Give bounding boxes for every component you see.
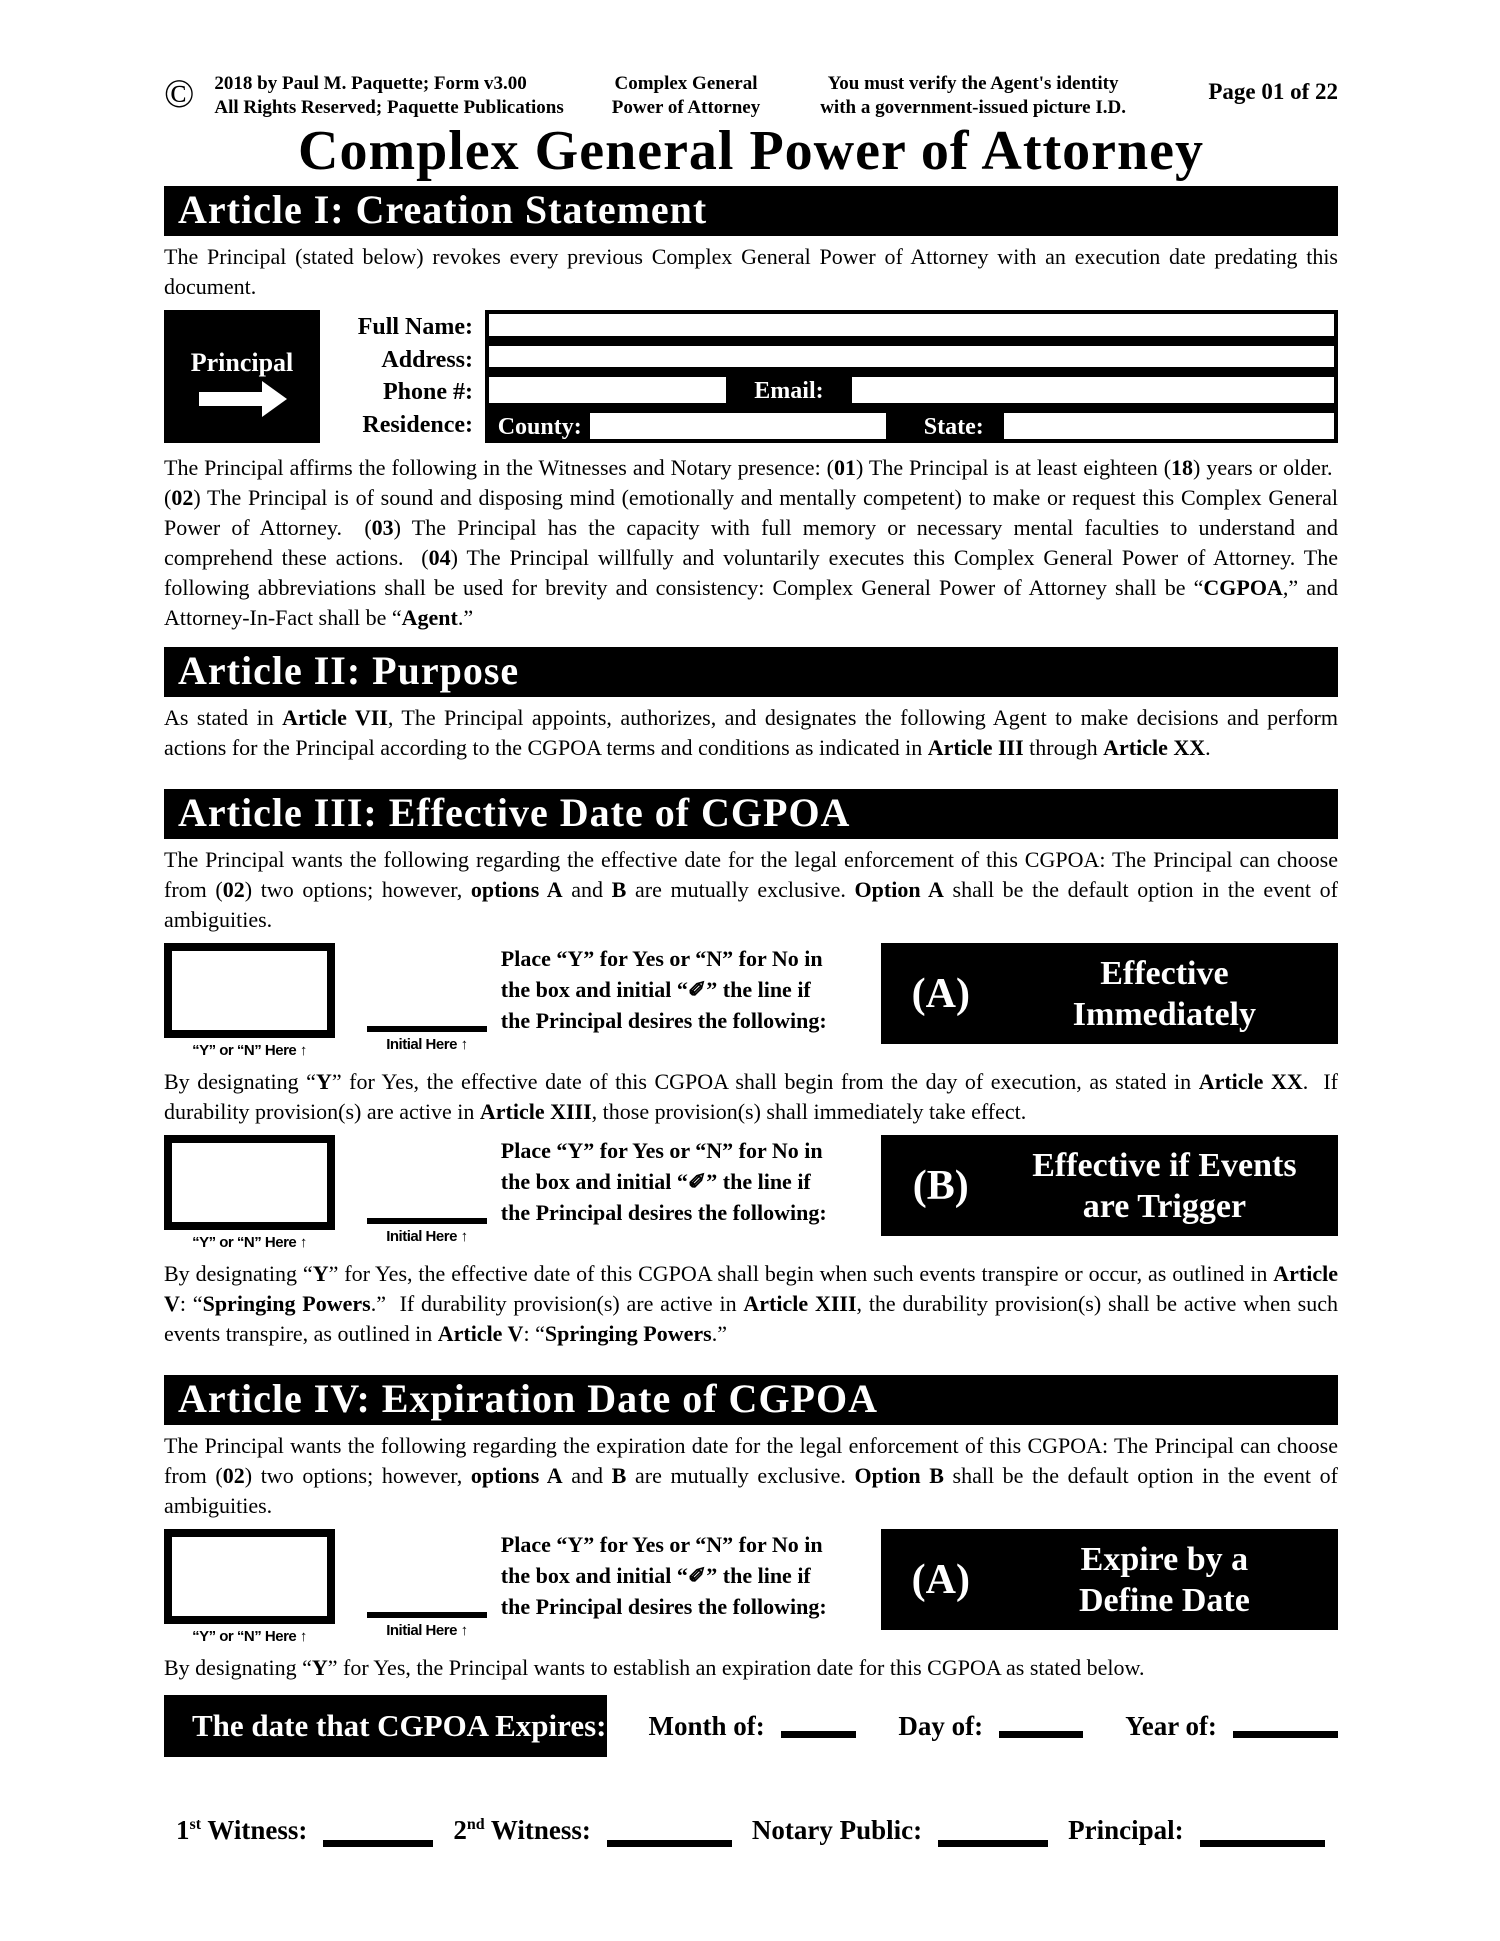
residence-label: Residence: [362,411,473,438]
page-title: Complex General Power of Attorney [298,120,1204,182]
option-instruction: Place “Y” for Yes or “N” for No in the box and initial “✐” the line if the Principal desires the following: [500,946,827,1033]
article-4-option-a-row [164,1529,1338,1645]
option-title: Expire by a Define Date [1078,1540,1250,1619]
yn-here-label: “Y” or “N” Here ↑ [192,1042,307,1059]
initial-here-label: Initial Here ↑ [386,1228,468,1245]
article-3-option-a-initial-line[interactable] [367,1026,487,1032]
article-1-intro: The Principal (stated below) revokes every previous Complex General Power of Attorney with an execution date predating this document. [164,244,1338,299]
verify-notice [820,72,1126,120]
option-letter: (A) [911,970,970,1017]
option-title: Effective if Events are Trigger [1032,1146,1297,1225]
article-4-option-a-text: By designating “Y” for Yes, the Principal wants to establish an expiration date for this CGPOA as stated below. [164,1655,1145,1680]
email-input[interactable] [852,377,1334,403]
principal-badge [164,310,320,443]
address-input[interactable] [489,346,1334,368]
expiration-date-row [164,1695,1338,1757]
month-label: Month of: [648,1710,765,1741]
article-3-option-b-banner [881,1135,1338,1236]
document-type-line-1: Complex General [614,73,758,94]
county-label: County: [497,414,582,440]
article-3-heading: Article III: Effective Date of CGPOA [164,789,1338,839]
article-4-option-a-yn-checkbox[interactable] [164,1529,335,1624]
signature-row [164,1815,1338,1846]
option-letter: (B) [912,1162,969,1209]
article-3-option-a-yn-checkbox[interactable] [164,943,335,1038]
copyright-icon: © [164,71,195,116]
initial-here-label: Initial Here ↑ [386,1036,468,1053]
article-4-intro: The Principal wants the following regarding the expiration date for the legal enforcement of this CGPOA: The Principal can choose from (02) two options; however, options A and B are mutually exclusive. Option B shall be the default option in the event of ambiguities. [164,1433,1339,1518]
county-input[interactable] [590,413,886,439]
verify-line-1: You must verify the Agent's identity [827,73,1119,94]
article-4-option-a-initial-line[interactable] [367,1612,487,1618]
notary-label: Notary Public: [751,1815,923,1845]
yn-here-label: “Y” or “N” Here ↑ [192,1628,307,1645]
article-1-heading: Article I: Creation Statement [164,186,1338,236]
witness-2-signature-line[interactable] [607,1840,732,1847]
state-input[interactable] [1004,413,1334,439]
phone-input[interactable] [489,377,726,403]
article-4-option-a-banner [881,1529,1338,1630]
witness-1-signature-line[interactable] [323,1840,433,1847]
principal-label: Principal: [1068,1815,1184,1845]
state-label: State: [923,414,984,440]
option-letter: (A) [911,1556,970,1603]
publisher-line-2: All Rights Reserved; Paquette Publications [214,97,564,118]
yn-here-label: “Y” or “N” Here ↑ [192,1234,307,1251]
notary-signature-line[interactable] [938,1840,1048,1847]
option-title: Effective Immediately [1072,954,1256,1033]
day-input-line[interactable] [999,1731,1083,1738]
article-3-option-a-banner [881,943,1338,1044]
witness-2-label: 2nd Witness: [453,1815,591,1845]
article-4-heading: Article IV: Expiration Date of CGPOA [164,1375,1338,1425]
expires-banner: The date that CGPOA Expires: [164,1695,607,1757]
article-3-option-b-initial-line[interactable] [367,1218,487,1224]
full-name-input[interactable] [489,314,1334,336]
verify-line-2: with a government-issued picture I.D. [820,97,1126,118]
option-instruction: Place “Y” for Yes or “N” for No in the box and initial “✐” the line if the Principal desires the following: [500,1138,827,1225]
article-3-option-a-text: By designating “Y” for Yes, the effective date of this CGPOA shall begin from the day of execution, as stated in Article XX. If durability provision(s) are active in Article XIII, those provision(s) shall immediately take effect. [164,1069,1338,1124]
option-instruction: Place “Y” for Yes or “N” for No in the box and initial “✐” the line if the Principal desires the following: [500,1532,827,1619]
principal-info-form [164,310,1338,443]
document-type-line-2: Power of Attorney [611,97,761,118]
document-type [612,72,760,120]
field-labels [320,310,485,443]
address-label: Address: [381,346,473,373]
principal-fields-box [485,310,1338,443]
phone-label: Phone #: [383,379,473,406]
initial-here-label: Initial Here ↑ [386,1622,468,1639]
principal-badge-label: Principal [190,347,294,377]
publisher-line-1: 2018 by Paul M. Paquette; Form v3.00 [214,73,527,94]
right-arrow-icon [199,392,263,406]
article-2-heading: Article II: Purpose [164,647,1338,697]
full-name-label: Full Name: [357,314,473,340]
article-2-body: As stated in Article VII, The Principal appoints, authorizes, and designates the following Agent to make decisions and perform actions for the Principal according to the CGPOA terms and conditions as indicated in Article III through Article XX. [164,705,1338,760]
article-3-option-b-yn-checkbox[interactable] [164,1135,335,1230]
article-3-option-a-row [164,943,1338,1059]
witness-1-label: 1st Witness: [176,1815,308,1845]
publisher-info [214,72,563,120]
article-3-intro: The Principal wants the following regarding the effective date for the legal enforcement of this CGPOA: The Principal can choose from (02) two options; however, options A and B are mutually exclusive. Option A shall be the default option in the event of ambiguities. [164,847,1339,932]
article-3-option-b-text: By designating “Y” for Yes, the effective date of this CGPOA shall begin when such events transpire or occur, as outlined in Article V: “Springing Powers.” If durability provision(s) are active in Article XIII, the durability provision(s) shall be active when such events transpire, as outlined in Article V: “Springing Powers.” [164,1261,1338,1346]
document-header [164,72,1338,120]
day-label: Day of: [898,1710,984,1741]
year-label: Year of: [1125,1710,1217,1741]
principal-signature-line[interactable] [1200,1840,1325,1847]
month-input-line[interactable] [781,1731,857,1738]
email-label: Email: [754,378,824,404]
page-number: Page 01 of 22 [1208,79,1338,104]
article-1-affirmation: The Principal affirms the following in the Witnesses and Notary presence: (01) The Principal is at least eighteen (18) years or older. (02) The Principal is of sound and disposing mind (emotionally and mentally competent) to make or request this Complex General Power of Attorney. (03) The Principal has the capacity with full memory or necessary mental faculties to understand and comprehend these actions. (04) The Principal willfully and voluntarily executes this Complex General Power of Attorney. The following abbreviations shall be used for brevity and consistency: Complex General Power of Attorney shall be “CGPOA,” and Attorney-In-Fact shall be “Agent.” [164,455,1338,630]
article-3-option-b-row [164,1135,1338,1251]
year-input-line[interactable] [1233,1731,1338,1738]
